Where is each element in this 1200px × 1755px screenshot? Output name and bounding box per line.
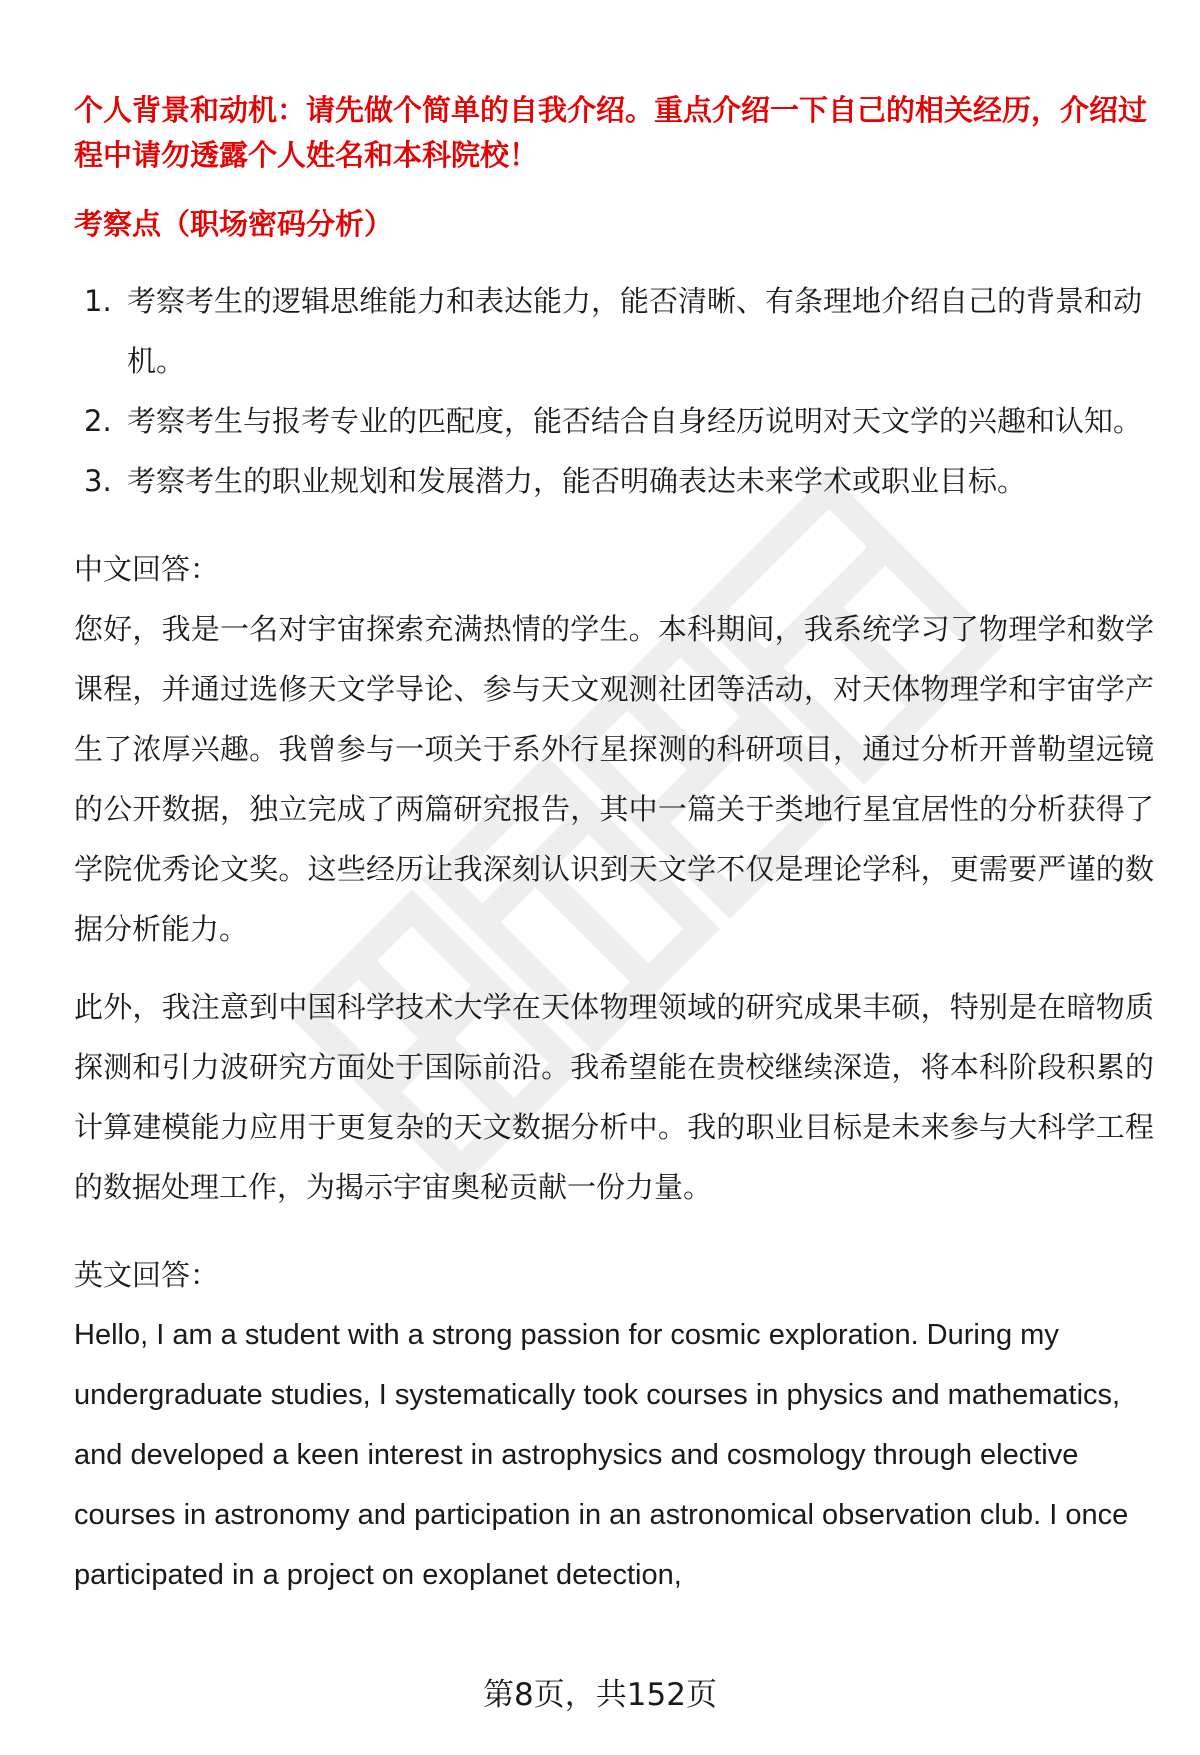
chinese-answer-paragraph: 您好，我是一名对宇宙探索充满热情的学生。本科期间，我系统学习了物理学和数学课程，并通过选修天文学导论、参与天文观测社团等活动，对天体物理学和宇宙学产生了浓厚兴趣。我曾参与一项关于系外行星探测的科研项目，通过分析开普勒望远镜的公开数据，独立完成了两篇研究报告，其中一篇关于类地行星宜居性的分析获得了学院优秀论文奖。这些经历让我深刻认识到天文学不仅是理论学科，更需要严谨的数据分析能力。 [74, 612, 1154, 946]
list-item-text: 考察考生的逻辑思维能力和表达能力，能否清晰、有条理地介绍自己的背景和动机。 [127, 284, 1143, 378]
interview-question: 个人背景和动机：请先做个简单的自我介绍。重点介绍一下自己的相关经历，介绍过程中请勿透露个人姓名和本科院校！ [74, 93, 1148, 172]
points-list [74, 271, 1154, 511]
chinese-answer-paragraph: 此外，我注意到中国科学技术大学在天体物理领域的研究成果丰硕，特别是在暗物质探测和引力波研究方面处于国际前沿。我希望能在贵校继续深造，将本科阶段积累的计算建模能力应用于更复杂的天文数据分析中。我的职业目标是未来参与大科学工程的数据处理工作，为揭示宇宙奥秘贡献一份力量。 [74, 990, 1154, 1204]
list-item [74, 271, 1154, 391]
list-item-number: 1. [84, 284, 112, 318]
page-number-footer: 第8页，共152页 [483, 1677, 717, 1713]
chinese-answer-label: 中文回答： [74, 552, 220, 586]
list-item-text: 考察考生的职业规划和发展潜力，能否明确表达未来学术或职业目标。 [127, 464, 1027, 498]
list-item-number: 2. [84, 404, 112, 438]
english-answer-label: 英文回答： [74, 1258, 220, 1292]
document-body [74, 88, 1154, 1605]
list-item [74, 451, 1154, 511]
list-item [74, 391, 1154, 451]
list-item-number: 3. [84, 464, 112, 498]
points-heading: 考察点（职场密码分析） [74, 207, 394, 241]
english-answer-paragraph: Hello, I am a student with a strong passion for cosmic exploration. During my undergraduate studies, I systematically took courses in physics and mathematics, and developed a keen interest in astrophysics and cosmology through elective courses in astronomy and participation in an astronomical observation club. I once participated in a project on exoplanet detection, [74, 1319, 1129, 1591]
list-item-text: 考察考生与报考专业的匹配度，能否结合自身经历说明对天文学的兴趣和认知。 [127, 404, 1143, 438]
